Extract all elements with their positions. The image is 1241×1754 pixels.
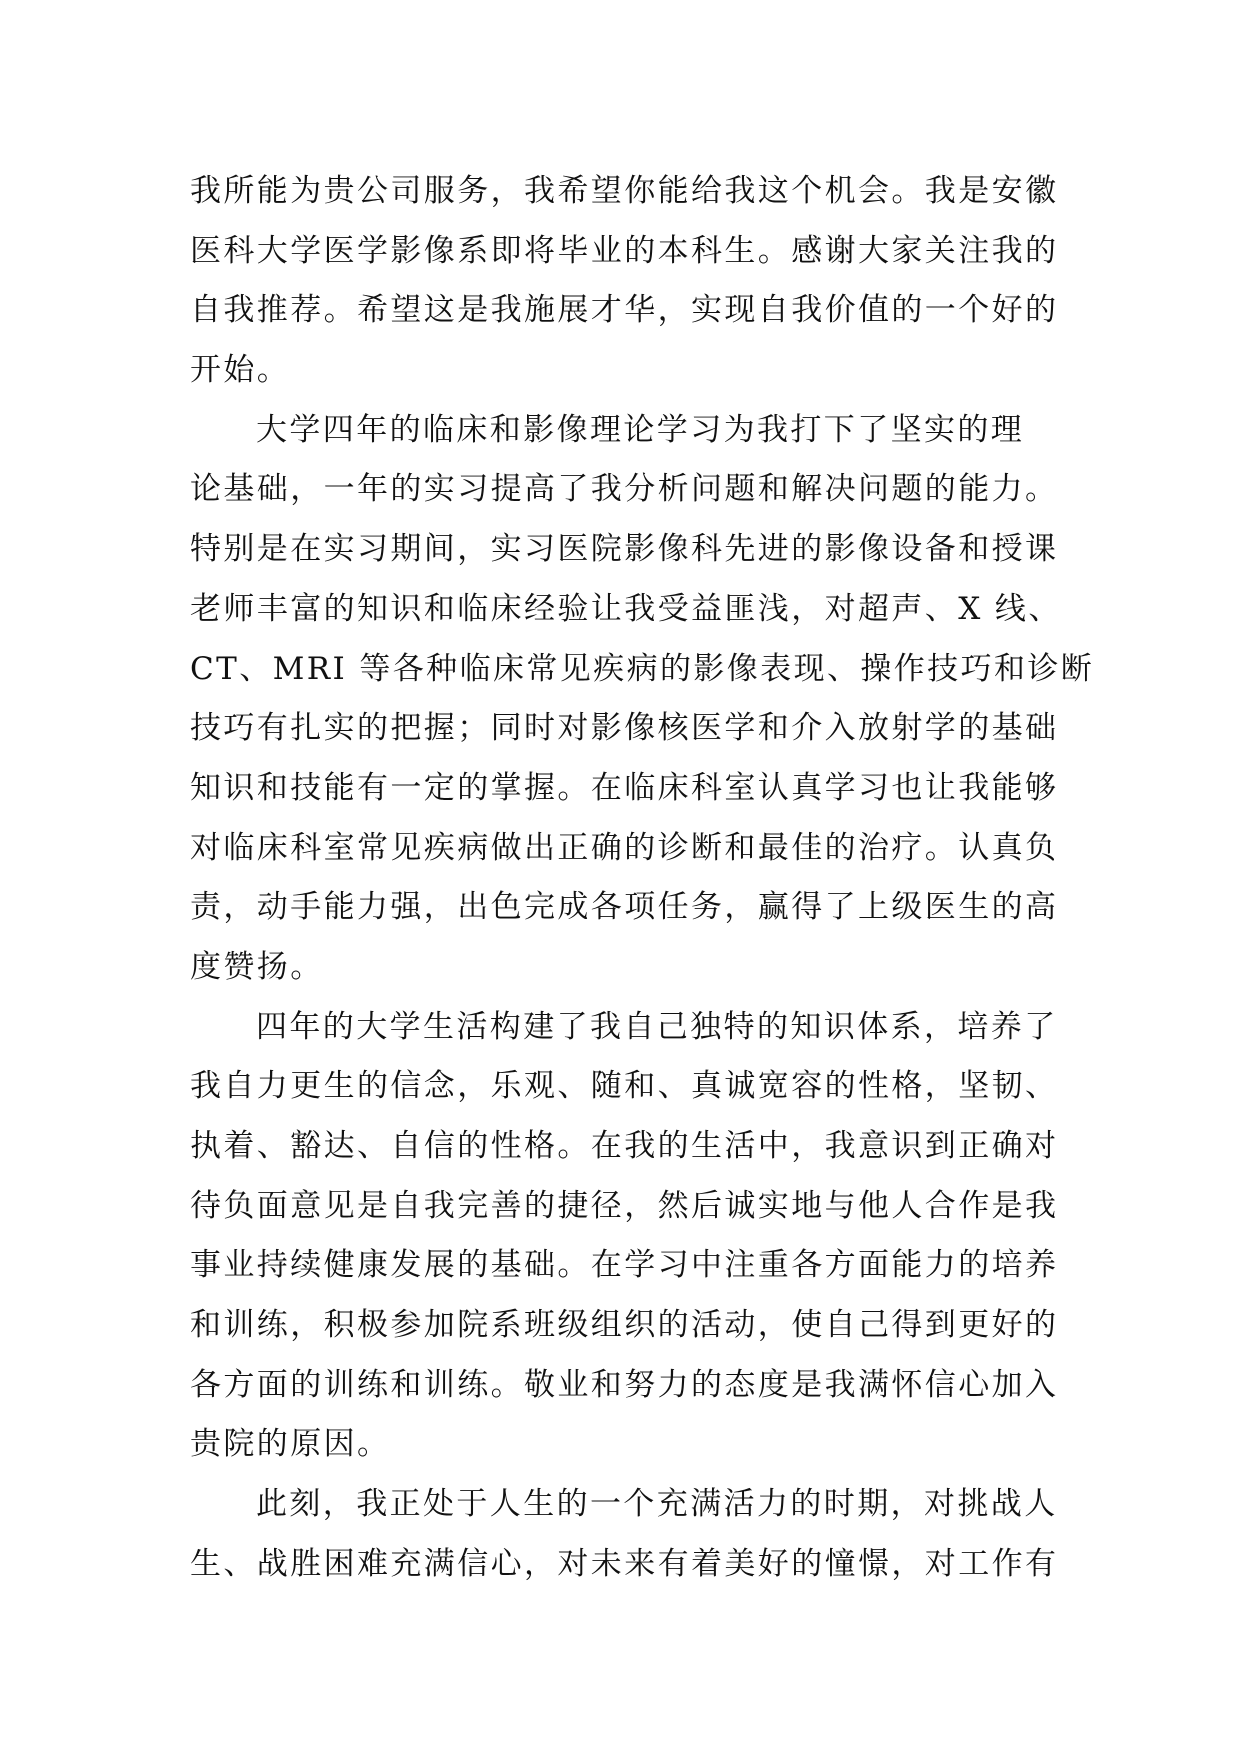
text-line: 自我推荐。希望这是我施展才华，实现自我价值的一个好的: [190, 292, 1059, 329]
text-line: 特别是在实习期间，实习医院影像科先进的影像设备和授课: [190, 531, 1059, 568]
paragraph-first-line: 大学四年的临床和影像理论学习为我打下了坚实的理: [256, 411, 1025, 448]
text-line: 各方面的训练和训练。敬业和努力的态度是我满怀信心加入: [190, 1366, 1059, 1403]
text-line: 开始。: [190, 352, 291, 389]
text-line: 医科大学医学影像系即将毕业的本科生。感谢大家关注我的: [190, 232, 1059, 269]
text-line: 技巧有扎实的把握；同时对影像核医学和介入放射学的基础: [190, 710, 1059, 747]
text-line: 执着、豁达、自信的性格。在我的生活中，我意识到正确对: [190, 1128, 1059, 1164]
text-line: 对临床科室常见疾病做出正确的诊断和最佳的治疗。认真负: [190, 829, 1059, 866]
text-line: 和训练，积极参加院系班级组织的活动，使自己得到更好的: [190, 1307, 1059, 1344]
text-line: 责，动手能力强，出色完成各项任务，赢得了上级医生的高: [190, 889, 1059, 926]
paragraph-first-line: 四年的大学生活构建了我自己独特的知识体系，培养了: [256, 1008, 1058, 1045]
text-line: 度赞扬。: [190, 948, 324, 985]
text-line: 老师丰富的知识和临床经验让我受益匪浅，对超声、X 线、: [190, 590, 1062, 627]
body-text: [190, 162, 1095, 1595]
text-line: 我所能为贵公司服务，我希望你能给我这个机会。我是安徽: [190, 173, 1059, 209]
text-line: 贵院的原因。: [190, 1426, 391, 1463]
text-line: 论基础，一年的实习提高了我分析问题和解决问题的能力。: [190, 471, 1059, 508]
text-line: 知识和技能有一定的掌握。在临床科室认真学习也让我能够: [190, 769, 1059, 806]
text-line: 事业持续健康发展的基础。在学习中注重各方面能力的培养: [190, 1247, 1059, 1284]
text-line: CT、MRI 等各种临床常见疾病的影像表现、操作技巧和诊断: [190, 650, 1095, 687]
text-line: 生、战胜困难充满信心，对未来有着美好的憧憬，对工作有: [190, 1545, 1059, 1582]
text-line: 我自力更生的信念，乐观、随和、真诚宽容的性格，坚韧、: [190, 1068, 1059, 1105]
text-line: 待负面意见是自我完善的捷径，然后诚实地与他人合作是我: [190, 1187, 1059, 1224]
paragraph-first-line: 此刻，我正处于人生的一个充满活力的时期，对挑战人: [256, 1486, 1058, 1523]
